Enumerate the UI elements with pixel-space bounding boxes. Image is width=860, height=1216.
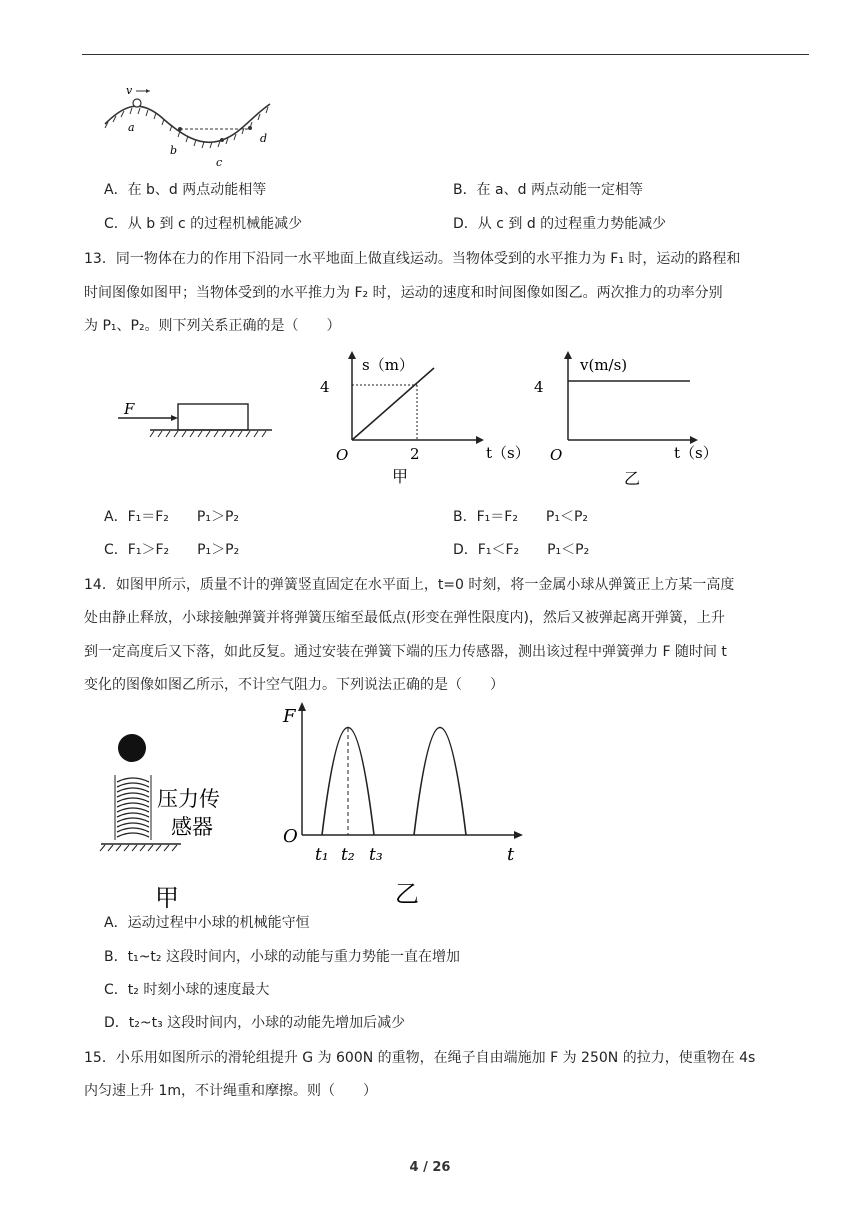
q13-stem-line-2: 时间图像如图甲；当物体受到的水平推力为 F₂ 时，运动的速度和时间图像如图乙。两次推力的功率分别 (84, 285, 723, 301)
v-label: v (126, 84, 133, 97)
t1-label: t₁ (315, 845, 329, 865)
q13-option-a: A．F₁＝F₂ P₁＞P₂ (104, 509, 240, 525)
track-figure (100, 82, 280, 172)
graph-ylabel: F (283, 706, 296, 727)
q13-stem-line-3: 为 P₁、P₂。则下列关系正确的是（ ） (84, 318, 341, 334)
q14-option-b: B．t₁~t₂ 这段时间内，小球的动能与重力势能一直在增加 (104, 949, 460, 965)
sensor-label-line-2: 感器 (171, 815, 213, 839)
q12-option-c: C．从 b 到 c 的过程机械能减少 (104, 216, 303, 232)
q14-option-c: C．t₂ 时刻小球的速度最大 (104, 982, 270, 998)
jia-xlabel: t（s） (486, 444, 530, 462)
q14-option-a: A．运动过程中小球的机械能守恒 (104, 915, 310, 931)
jia-y-tick: 4 (320, 378, 330, 396)
q13-option-c: C．F₁＞F₂ P₁＞P₂ (104, 542, 240, 558)
q14-stem-line-3: 到一定高度后又下落，如此反复。通过安装在弹簧下端的压力传感器，测出该过程中弹簧弹力 F 随时间 t (84, 644, 727, 660)
point-d-label: d (260, 132, 268, 145)
yi-ylabel: v(m/s) (580, 356, 628, 374)
block-figure (110, 394, 280, 444)
header-rule (82, 54, 809, 55)
graph-yi (518, 348, 758, 490)
sensor-label-line-1: 压力传 (157, 787, 220, 811)
yi-caption: 乙 (624, 469, 641, 488)
graph-jia (300, 348, 540, 490)
q15-stem-line-2: 内匀速上升 1m，不计绳重和摩擦。则（ ） (84, 1083, 377, 1099)
spring-figure (95, 720, 255, 915)
q13-option-b: B．F₁＝F₂ P₁＜P₂ (453, 509, 589, 525)
q13-stem-line-1: 13．同一物体在力的作用下沿同一水平地面上做直线运动。当物体受到的水平推力为 F₁ 时，运动的路程和 (84, 251, 741, 267)
q12-option-b: B．在 a、d 两点动能一定相等 (453, 182, 643, 198)
point-a-label: a (128, 121, 135, 134)
force-time-graph (275, 700, 535, 912)
q14-stem-line-4: 变化的图像如图乙所示，不计空气阻力。下列说法正确的是（ ） (84, 677, 504, 693)
graph-xlabel: t (507, 844, 515, 865)
q15-stem-line-1: 15．小乐用如图所示的滑轮组提升 G 为 600N 的重物，在绳子自由端施加 F 为 250N 的拉力，使重物在 4s (84, 1050, 756, 1066)
yi-origin: O (550, 446, 563, 464)
q14-stem-line-2: 处由静止释放，小球接触弹簧并将弹簧压缩至最低点(形变在弹性限度内)，然后又被弹起离开弹簧，上升 (84, 610, 725, 626)
graph-caption: 乙 (395, 880, 419, 908)
q12-option-a: A．在 b、d 两点动能相等 (104, 182, 267, 198)
q12-option-d: D．从 c 到 d 的过程重力势能减少 (453, 216, 667, 232)
jia-caption: 甲 (392, 467, 409, 486)
jia-ylabel: s（m） (362, 356, 414, 374)
q14-stem-line-1: 14．如图甲所示，质量不计的弹簧竖直固定在水平面上，t=0 时刻，将一金属小球从弹簧正上方某一高度 (84, 577, 735, 593)
jia-origin: O (336, 446, 349, 464)
q14-option-d: D．t₂~t₃ 这段时间内，小球的动能先增加后减少 (104, 1015, 406, 1031)
force-label: F (124, 400, 135, 418)
q13-option-d: D．F₁＜F₂ P₁＜P₂ (453, 542, 590, 558)
point-b-label: b (170, 144, 178, 157)
spring-caption: 甲 (155, 884, 179, 912)
page-number: 4 / 26 (409, 1160, 451, 1175)
point-c-label: c (216, 156, 223, 169)
t3-label: t₃ (369, 845, 383, 865)
jia-x-tick: 2 (410, 445, 420, 463)
t2-label: t₂ (341, 845, 355, 865)
graph-origin: O (283, 826, 298, 847)
yi-xlabel: t（s） (674, 444, 718, 462)
yi-y-tick: 4 (534, 378, 544, 396)
